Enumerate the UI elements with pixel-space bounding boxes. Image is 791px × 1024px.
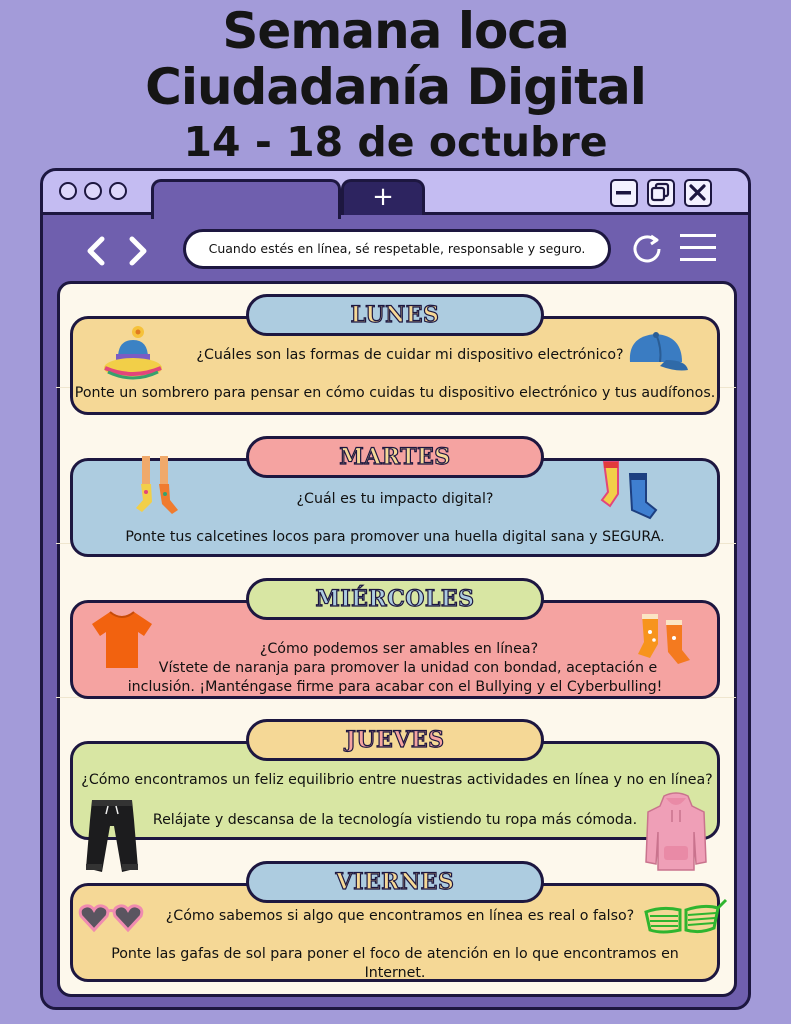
heart-sunglasses-icon (78, 902, 144, 934)
joggers-icon (82, 796, 142, 876)
address-bar[interactable]: Cuando estés en línea, sé respetable, responsable y seguro. (183, 229, 611, 269)
martes-question: ¿Cuál es tu impacto digital? (296, 491, 494, 507)
miercoles-action-1: Vístete de naranja para promover la unidad con bondad, aceptación e (158, 660, 658, 676)
shutter-shades-icon (642, 896, 728, 938)
title-line-1: Semana loca (222, 2, 569, 60)
minimize-button[interactable] (610, 179, 638, 207)
jueves-question: ¿Cómo encontramos un feliz equilibrio entre nuestras actividades en línea y no en línea? (81, 772, 713, 788)
orange-socks-icon (636, 612, 694, 664)
day-title-viernes: VIERNES (246, 861, 544, 903)
window-dot-3 (109, 182, 127, 200)
close-icon (686, 181, 709, 204)
restore-icon (649, 181, 672, 204)
lunes-question: ¿Cuáles son las formas de cuidar mi dispositivo electrónico? (196, 347, 624, 363)
back-arrow-icon[interactable] (83, 235, 109, 267)
day-title-jueves: JUEVES (246, 719, 544, 761)
miercoles-action-2: inclusión. ¡Manténgase firme para acabar con el Bullying y el Cyberbulling! (127, 679, 663, 695)
day-title-lunes: LUNES (246, 294, 544, 336)
lunes-action: Ponte un sombrero para pensar en cómo cuidas tu dispositivo electrónico y tus audífonos. (74, 385, 716, 401)
viernes-action-1: Ponte las gafas de sol para poner el foco de atención en lo que encontramos en (111, 946, 679, 962)
day-title-martes: MARTES (246, 436, 544, 478)
bucket-hat-icon (102, 320, 164, 382)
close-button[interactable] (684, 179, 712, 207)
forward-arrow-icon[interactable] (125, 235, 151, 267)
new-tab-button[interactable]: + (341, 179, 425, 215)
martes-action: Ponte tus calcetines locos para promover una huella digital sana y SEGURA. (125, 529, 665, 545)
window-dot-1 (59, 182, 77, 200)
maximize-button[interactable] (647, 179, 675, 207)
viernes-action-2: Internet. (364, 965, 426, 981)
crazy-socks-icon (132, 456, 182, 520)
tab-bar (43, 171, 748, 215)
refresh-icon[interactable] (629, 231, 665, 267)
cap-icon (620, 330, 690, 378)
hoodie-icon (644, 792, 708, 874)
minimize-icon (612, 181, 635, 204)
orange-tshirt-icon (90, 610, 154, 670)
day-title-miercoles: MIÉRCOLES (246, 578, 544, 620)
navigation-bar (43, 215, 748, 285)
viernes-question: ¿Cómo sabemos si algo que encontramos en línea es real o falso? (165, 908, 635, 924)
jueves-action: Relájate y descansa de la tecnología vistiendo tu ropa más cómoda. (152, 812, 638, 828)
date-range: 14 - 18 de octubre (183, 118, 608, 166)
socks-icon (600, 460, 658, 522)
menu-icon[interactable] (679, 231, 717, 265)
miercoles-question: ¿Cómo podemos ser amables en línea? (259, 641, 539, 657)
title-line-2: Ciudadanía Digital (145, 58, 646, 116)
tab-active[interactable] (151, 179, 341, 219)
window-dot-2 (84, 182, 102, 200)
